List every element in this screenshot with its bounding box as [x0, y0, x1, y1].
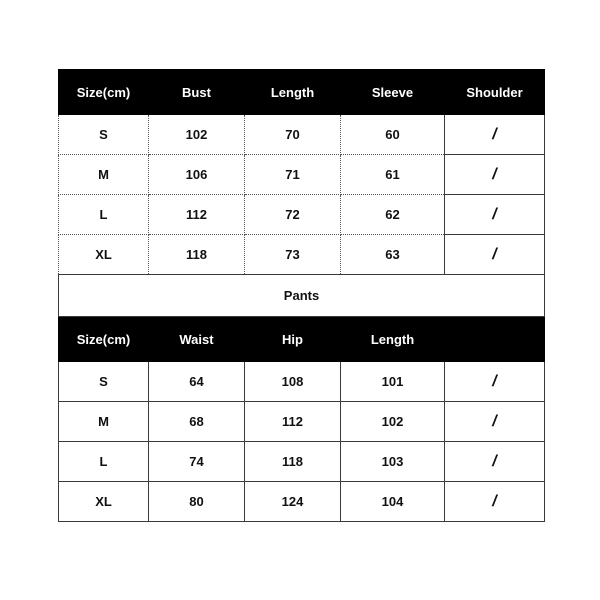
bust-cell: 106 — [149, 155, 245, 195]
extra-value: / — [492, 452, 497, 470]
shoulder-cell — [445, 115, 545, 155]
tops-header-length: Length — [245, 70, 341, 115]
waist-cell: 64 — [149, 362, 245, 402]
extra-cell — [445, 482, 545, 522]
size-cell: S — [59, 362, 149, 402]
length-cell: 103 — [341, 442, 445, 482]
sleeve-cell: 62 — [341, 195, 445, 235]
hip-cell: 108 — [245, 362, 341, 402]
table-row — [59, 155, 545, 195]
hip-cell: 124 — [245, 482, 341, 522]
sleeve-cell: 63 — [341, 235, 445, 275]
hip-cell: 118 — [245, 442, 341, 482]
table-row — [59, 482, 545, 522]
hip-cell: 112 — [245, 402, 341, 442]
table-row — [59, 235, 545, 275]
shoulder-value: / — [492, 125, 497, 143]
size-cell: XL — [59, 482, 149, 522]
shoulder-cell — [445, 235, 545, 275]
extra-value: / — [492, 372, 497, 390]
size-cell: XL — [59, 235, 149, 275]
pants-section-title: Pants — [59, 275, 545, 317]
shoulder-cell — [445, 155, 545, 195]
size-cell: S — [59, 115, 149, 155]
table-row — [59, 195, 545, 235]
extra-cell — [445, 402, 545, 442]
bust-cell: 118 — [149, 235, 245, 275]
length-cell: 71 — [245, 155, 341, 195]
tops-header-size: Size(cm) — [59, 70, 149, 115]
table-row — [59, 402, 545, 442]
sleeve-cell: 60 — [341, 115, 445, 155]
tops-header-row — [59, 70, 545, 115]
tops-header-shoulder: Shoulder — [445, 70, 545, 115]
pants-header-size: Size(cm) — [59, 317, 149, 362]
table-row — [59, 115, 545, 155]
waist-cell: 68 — [149, 402, 245, 442]
pants-section-row — [59, 275, 545, 317]
extra-value: / — [492, 492, 497, 510]
extra-cell — [445, 362, 545, 402]
length-cell: 72 — [245, 195, 341, 235]
waist-cell: 74 — [149, 442, 245, 482]
size-cell: L — [59, 442, 149, 482]
extra-cell — [445, 442, 545, 482]
tops-header-sleeve: Sleeve — [341, 70, 445, 115]
table-row — [59, 362, 545, 402]
shoulder-value: / — [492, 245, 497, 263]
waist-cell: 80 — [149, 482, 245, 522]
size-cell: M — [59, 155, 149, 195]
bust-cell: 112 — [149, 195, 245, 235]
length-cell: 102 — [341, 402, 445, 442]
sleeve-cell: 61 — [341, 155, 445, 195]
size-chart-table — [58, 69, 545, 522]
tops-header-bust: Bust — [149, 70, 245, 115]
pants-header-length: Length — [341, 317, 445, 362]
shoulder-value: / — [492, 205, 497, 223]
table-row — [59, 442, 545, 482]
bust-cell: 102 — [149, 115, 245, 155]
size-cell: L — [59, 195, 149, 235]
shoulder-cell — [445, 195, 545, 235]
length-cell: 101 — [341, 362, 445, 402]
pants-header-waist: Waist — [149, 317, 245, 362]
size-cell: M — [59, 402, 149, 442]
shoulder-value: / — [492, 165, 497, 183]
pants-header-row — [59, 317, 545, 362]
length-cell: 70 — [245, 115, 341, 155]
pants-header-empty — [445, 317, 545, 362]
extra-value: / — [492, 412, 497, 430]
length-cell: 73 — [245, 235, 341, 275]
pants-header-hip: Hip — [245, 317, 341, 362]
length-cell: 104 — [341, 482, 445, 522]
